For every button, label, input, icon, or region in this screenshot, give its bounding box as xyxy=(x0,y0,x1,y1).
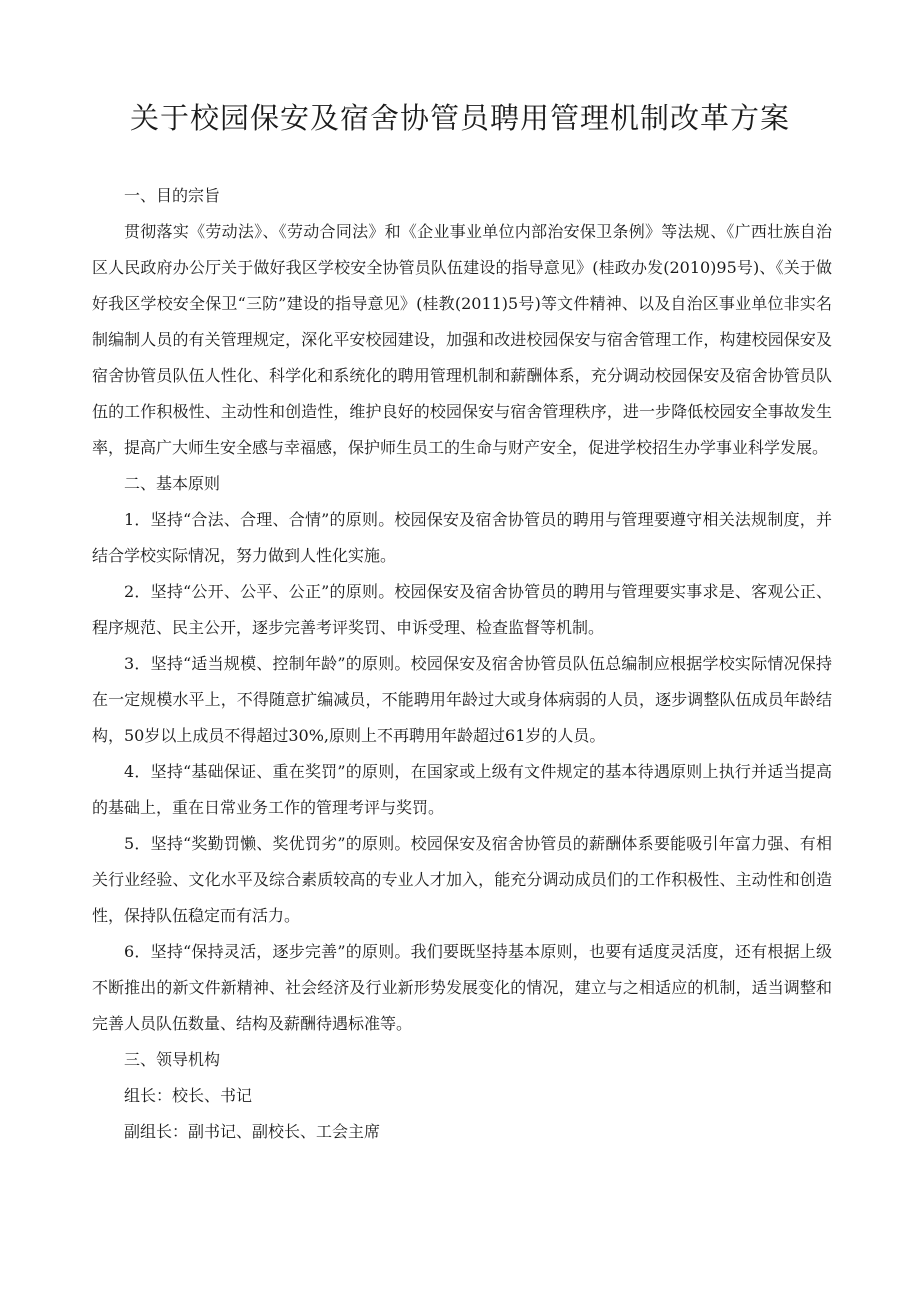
principle-paragraph-1: 1．坚持“合法、合理、合情”的原则。校园保安及宿舍协管员的聘用与管理要遵守相关法规制度，并结合学校实际情况，努力做到人性化实施。 xyxy=(92,510,832,565)
document-title: 关于校园保安及宿舍协管员聘用管理机制改革方案 xyxy=(129,101,790,135)
section-heading-principles: 二、基本原则 xyxy=(124,474,221,493)
principle-paragraph-6: 6．坚持“保持灵活，逐步完善”的原则。我们要既坚持基本原则，也要有适度灵活度，还有根据上级不断推出的新文件新精神、社会经济及行业新形势发展变化的情况，建立与之相适应的机制，适当调整和完善人员队伍数量、结构及薪酬待遇标准等。 xyxy=(92,942,832,1033)
principle-paragraph-3: 3．坚持“适当规模、控制年龄”的原则。校园保安及宿舍协管员队伍总编制应根据学校实际情况保持在一定规模水平上，不得随意扩编减员，不能聘用年龄过大或身体病弱的人员，逐步调整队伍成员年龄结构，50岁以上成员不得超过30%,原则上不再聘用年龄超过61岁的人员。 xyxy=(92,654,832,745)
section-heading-leadership: 三、领导机构 xyxy=(124,1050,221,1069)
purpose-paragraph: 贯彻落实《劳动法》、《劳动合同法》和《企业事业单位内部治安保卫条例》等法规、《广西壮族自治区人民政府办公厅关于做好我区学校安全协管员队伍建设的指导意见》(桂政办发(2010)95号)、《关于做好我区学校安全保卫“三防”建设的指导意见》(桂教(2011)5号)等文件精神、以及自治区事业单位非实名制编制人员的有关管理规定，深化平安校园建设，加强和改进校园保安与宿舍管理工作，构建校园保安及宿舍协管员队伍人性化、科学化和系统化的聘用管理机制和薪酬体系，充分调动校园保安及宿舍协管员队伍的工作积极性、主动性和创造性，维护良好的校园保安与宿舍管理秩序，进一步降低校园安全事故发生率，提高广大师生安全感与幸福感，保护师生员工的生命与财产安全，促进学校招生办学事业科学发展。 xyxy=(92,222,832,457)
leader-line: 组长：校长、书记 xyxy=(124,1086,253,1105)
principle-paragraph-4: 4．坚持“基础保证、重在奖罚”的原则，在国家或上级有文件规定的基本待遇原则上执行并适当提高的基础上，重在日常业务工作的管理考评与奖罚。 xyxy=(92,762,832,817)
deputy-leader-line: 副组长：副书记、副校长、工会主席 xyxy=(124,1122,381,1141)
principle-paragraph-2: 2．坚持“公开、公平、公正”的原则。校园保安及宿舍协管员的聘用与管理要实事求是、客观公正、程序规范、民主公开，逐步完善考评奖罚、申诉受理、检查监督等机制。 xyxy=(92,582,832,637)
document-body xyxy=(92,178,832,1150)
section-heading-purpose: 一、目的宗旨 xyxy=(124,186,221,205)
principle-paragraph-5: 5．坚持“奖勤罚懒、奖优罚劣”的原则。校园保安及宿舍协管员的薪酬体系要能吸引年富力强、有相关行业经验、文化水平及综合素质较高的专业人才加入，能充分调动成员们的工作积极性、主动性和创造性，保持队伍稳定而有活力。 xyxy=(92,834,832,925)
